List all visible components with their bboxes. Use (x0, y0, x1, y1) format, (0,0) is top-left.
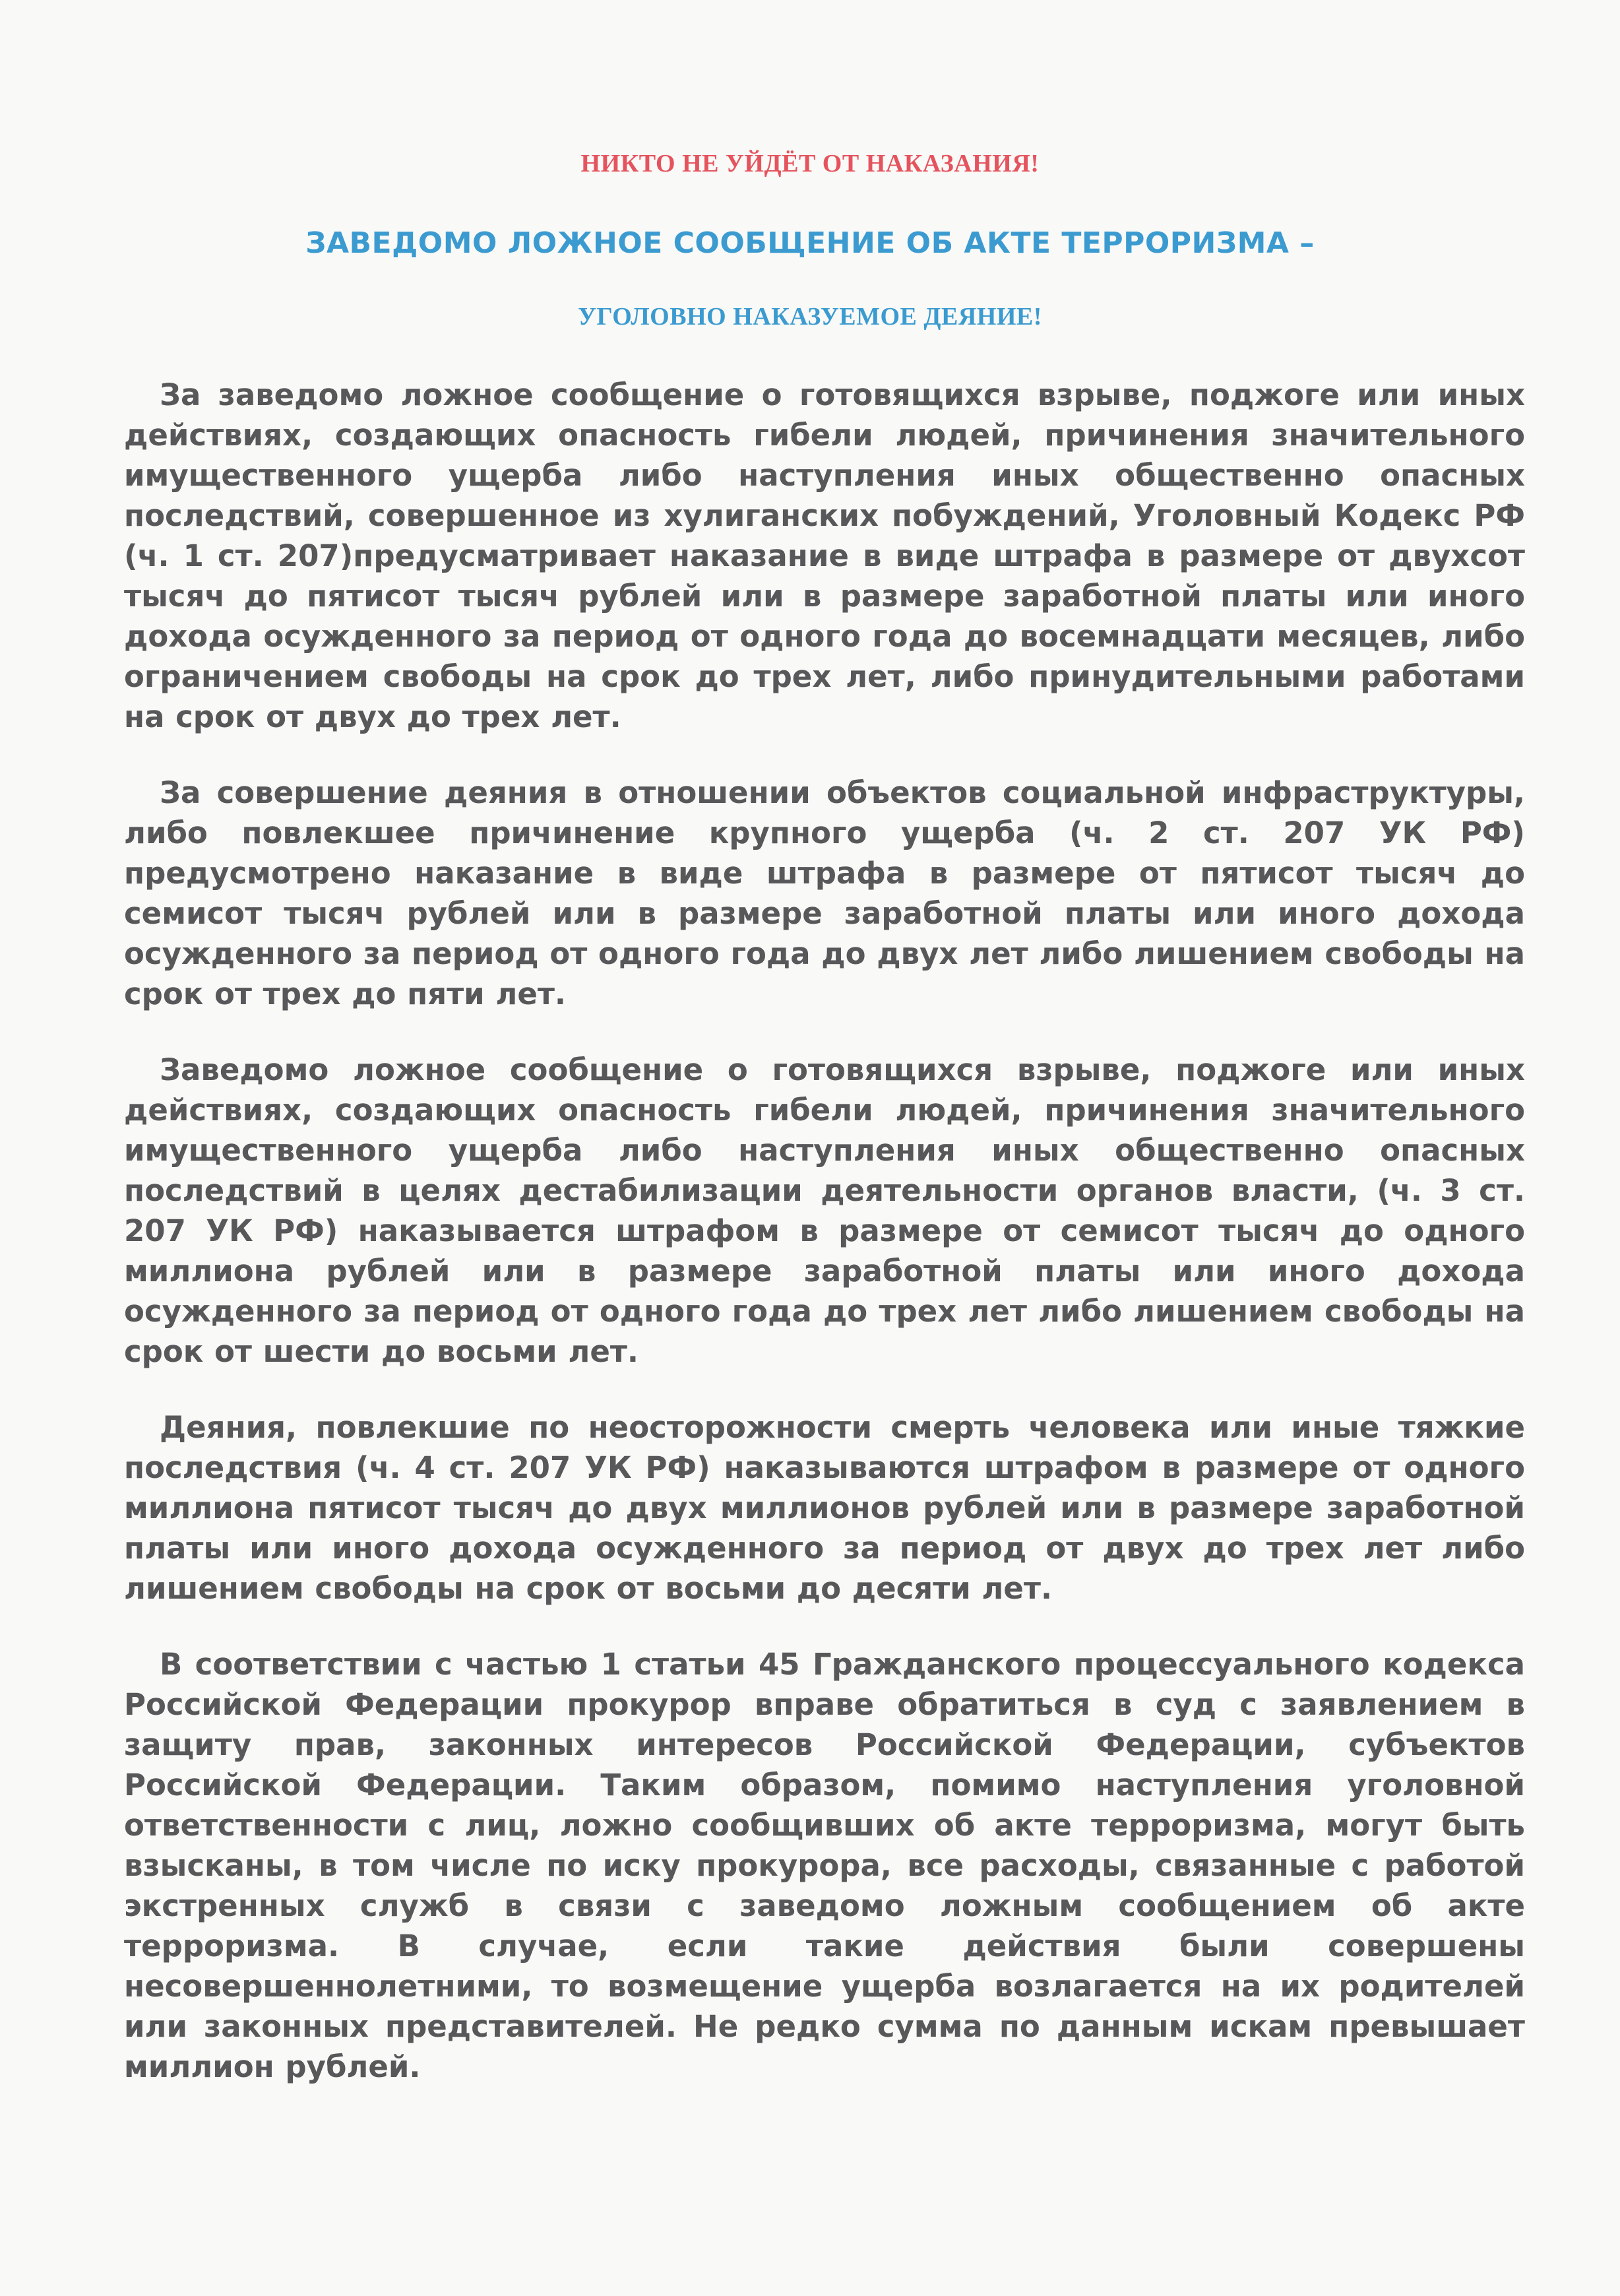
document-body (124, 375, 1525, 2122)
paragraph-part-3: Заведомо ложное сообщение о готовящихся взрыве, поджоге или иных действиях, создающих опасность гибели людей, причинения значительного имущественного ущерба либо наступления иных общественно опасных последствий в целях дестабилизации деятельности органов власти, (ч. 3 ст. 207 УК РФ) наказывается штрафом в размере от семисот тысяч до одного миллиона рублей или в размере заработной платы или иного дохода осужденного за период от одного года до трех лет либо лишением свободы на срок от шести до восьми лет. (124, 1052, 1525, 1369)
heading-warning: НИКТО НЕ УЙДЁТ ОТ НАКАЗАНИЯ! (580, 150, 1040, 177)
heading-criminal-offense: УГОЛОВНО НАКАЗУЕМОЕ ДЕЯНИЕ! (578, 303, 1042, 331)
paragraph-part-2: За совершение деяния в отношении объектов социальной инфраструктуры, либо повлекшее причинение крупного ущерба (ч. 2 ст. 207 УК РФ) предусмотрено наказание в виде штрафа в размере от пятисот тысяч до семисот тысяч рублей или в размере заработной платы или иного дохода осужденного за период от одного года до двух лет либо лишением свободы на срок от трех до пяти лет. (124, 775, 1525, 1011)
paragraph-part-1: За заведомо ложное сообщение о готовящихся взрыве, поджоге или иных действиях, создающих опасность гибели людей, причинения значительного имущественного ущерба либо наступления иных общественно опасных последствий, совершенное из хулиганских побуждений, Уголовный Кодекс РФ (ч. 1 ст. 207)предусматривает наказание в виде штрафа в размере от двухсот тысяч до пятисот тысяч рублей или в размере заработной платы или иного дохода осужденного за период от одного года до восемнадцати месяцев, либо ограничением свободы на срок до трех лет, либо принудительными работами на срок от двух до трех лет. (124, 377, 1525, 734)
paragraph-part-4: Деяния, повлекшие по неосторожности смерть человека или иные тяжкие последствия (ч. 4 ст. 207 УК РФ) наказываются штрафом в размере от одного миллиона пятисот тысяч до двух миллионов рублей или в размере заработной платы или иного дохода осужденного за период от двух до трех лет либо лишением свободы на срок от восьми до десяти лет. (124, 1410, 1525, 1606)
heading-false-report: ЗАВЕДОМО ЛОЖНОЕ СООБЩЕНИЕ ОБ АКТЕ ТЕРРОРИЗМА – (305, 226, 1315, 260)
paragraph-civil-liability: В соответствии с частью 1 статьи 45 Гражданского процессуального кодекса Российской Федерации прокурор вправе обратиться в суд с заявлением в защиту прав, законных интересов Российской Федерации, субъектов Российской Федерации. Таким образом, помимо наступления уголовной ответственности с лиц, ложно сообщивших об акте терроризма, могут быть взысканы, в том числе по иску прокурора, все расходы, связанные с работой экстренных служб в связи с заведомо ложным сообщением об акте терроризма. В случае, если такие действия были совершены несовершеннолетними, то возмещение ущерба возлагается на их родителей или законных представителей. Не редко сумма по данным искам превышает миллион рублей. (124, 1647, 1525, 2084)
